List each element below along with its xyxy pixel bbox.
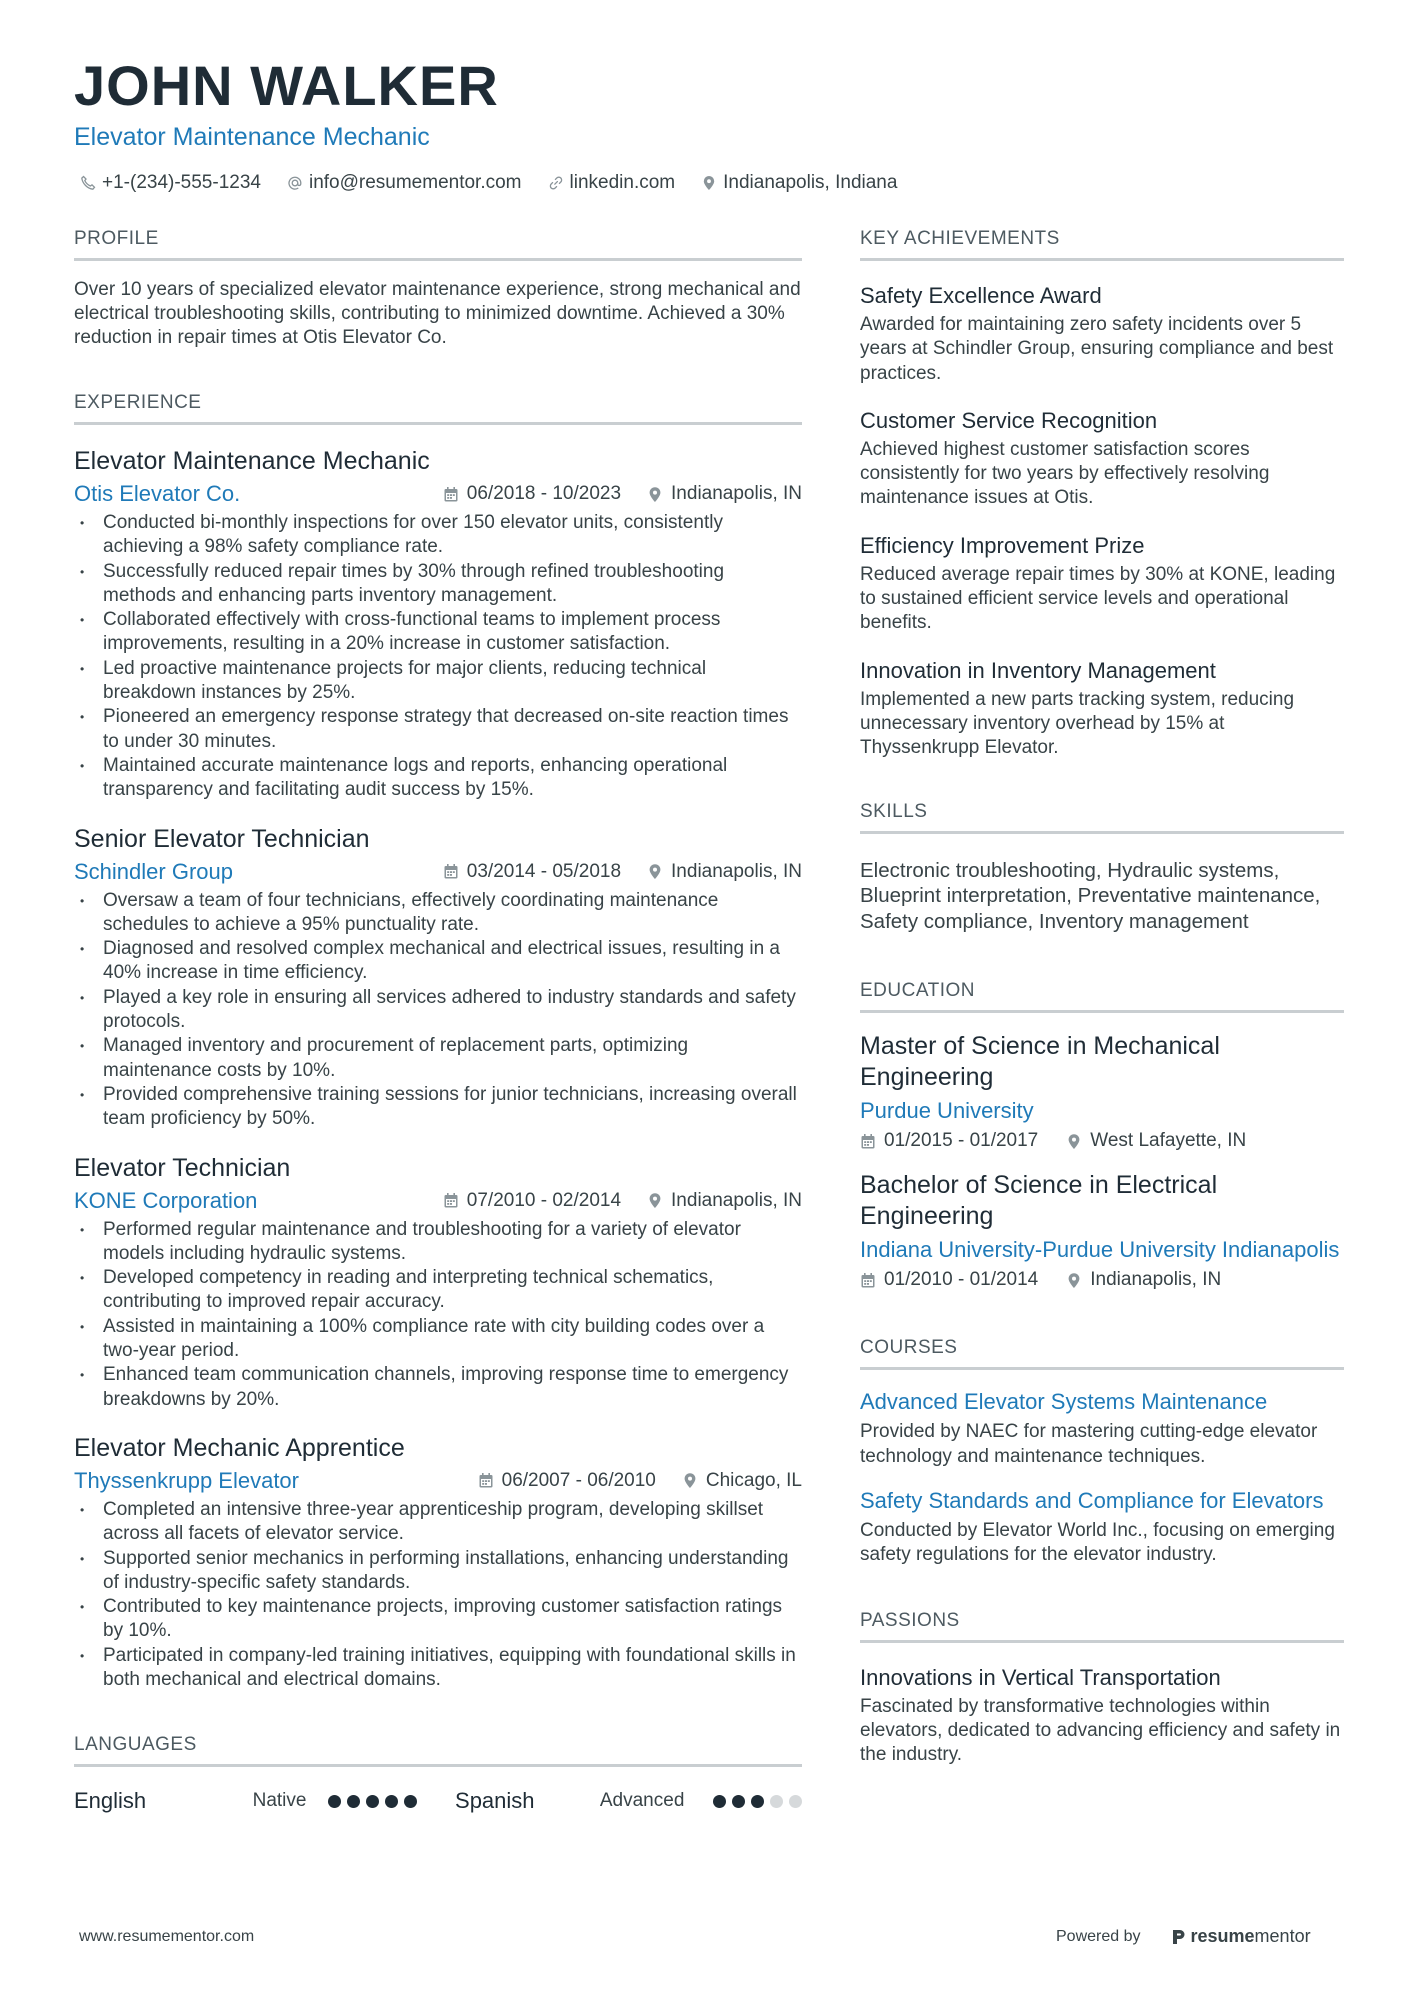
- education-list: [860, 1031, 1344, 1291]
- experience-entry: [74, 1152, 802, 1412]
- course-description: Conducted by Elevator World Inc., focusing on emerging safety regulations for the elevator industry.: [860, 1519, 1335, 1566]
- linkedin-text: linkedin.com: [569, 172, 676, 193]
- rating-dot-filled: [366, 1795, 379, 1808]
- course-entry: [860, 1388, 1344, 1469]
- rating-dot-filled: [732, 1795, 745, 1808]
- experience-bullet: • Assisted in maintaining a 100% compliance rate with city building codes over a two-year period.: [74, 1315, 802, 1364]
- left-column: [74, 226, 802, 1815]
- achievement-entry: [860, 406, 1344, 511]
- job-meta: [74, 857, 802, 887]
- calendar-icon: [860, 1272, 876, 1289]
- achievement-description: Reduced average repair times by 30% at KONE, leading to sustained efficient service levels and operational benefits.: [860, 563, 1336, 634]
- section-title-languages: LANGUAGES: [74, 1732, 802, 1767]
- job-location: [647, 861, 802, 883]
- skills-text: Electronic troubleshooting, Hydraulic systems, Blueprint interpretation, Preventative maintenance, Safety compliance, Inventory management: [860, 858, 1321, 933]
- achievement-title: Customer Service Recognition: [860, 407, 1158, 433]
- education-dates: [860, 1269, 1038, 1291]
- profile-summary: Over 10 years of specialized elevator maintenance experience, strong mechanical and electrical troubleshooting skills, contributing to minimized downtime. Achieved a 30% reduction in repair times at Otis Elevator Co.: [74, 279, 801, 348]
- experience-bullet: • Led proactive maintenance projects for major clients, reducing technical breakdown instances by 25%.: [74, 657, 802, 706]
- job-location-text: Indianapolis, IN: [671, 483, 802, 504]
- passion-title: Innovations in Vertical Transportation: [860, 1664, 1221, 1690]
- education-location-text: Indianapolis, IN: [1090, 1269, 1222, 1291]
- candidate-name: JOHN WALKER: [74, 54, 499, 117]
- course-entry: [860, 1487, 1344, 1568]
- contact-email[interactable]: [287, 170, 522, 196]
- education-dates-text: 01/2015 - 01/2017: [884, 1130, 1039, 1152]
- job-details: [443, 1190, 802, 1212]
- job-meta: [74, 479, 802, 509]
- language-level: Native: [252, 1790, 307, 1812]
- brand-light: mentor: [1254, 1926, 1311, 1946]
- experience-bullet: • Developed competency in reading and interpreting technical schematics, contributing to improved repair accuracy.: [74, 1266, 802, 1315]
- experience-bullet: • Oversaw a team of four technicians, effectively coordinating maintenance schedules to achieve a 95% punctuality rate.: [74, 889, 802, 938]
- calendar-icon: [443, 1192, 459, 1209]
- experience-bullet: • Performed regular maintenance and troubleshooting for a variety of elevator models including hydraulic systems.: [74, 1218, 802, 1267]
- company-name: Thyssenkrupp Elevator: [74, 1467, 299, 1493]
- rating-dot-filled: [385, 1795, 398, 1808]
- courses-list: [860, 1388, 1344, 1567]
- language-name: Spanish: [455, 1788, 535, 1814]
- experience-entry: [74, 1432, 802, 1692]
- calendar-icon: [443, 863, 459, 880]
- candidate-role: Elevator Maintenance Mechanic: [74, 123, 430, 151]
- company-name: KONE Corporation: [74, 1187, 258, 1213]
- brand-mark-icon: [1171, 1928, 1187, 1946]
- education-entry: [860, 1170, 1344, 1291]
- language-rating-spanish: [713, 1795, 802, 1808]
- job-meta: [74, 1186, 802, 1216]
- section-title-skills: SKILLS: [860, 799, 1344, 834]
- experience-bullet: • Collaborated effectively with cross-functional teams to implement process improvements, resulting in a 20% increase in customer satisfaction.: [74, 608, 802, 657]
- email-text: info@resumementor.com: [308, 172, 522, 193]
- contact-location: [701, 170, 897, 196]
- calendar-icon: [443, 486, 459, 503]
- experience-bullets: [74, 889, 802, 1132]
- experience-bullets: [74, 1218, 802, 1412]
- rating-dot-filled: [751, 1795, 764, 1808]
- achievement-title: Innovation in Inventory Management: [860, 657, 1216, 683]
- right-column: [860, 226, 1344, 1767]
- job-meta: [74, 1466, 802, 1496]
- school-name: Indiana University-Purdue University Indianapolis: [860, 1237, 1340, 1263]
- job-dates: [443, 861, 621, 883]
- experience-bullet: • Supported senior mechanics in performing installations, enhancing understanding of industry-specific safety standards.: [74, 1547, 802, 1596]
- powered-by-text: Powered by: [1056, 1927, 1141, 1945]
- experience-bullet: • Pioneered an emergency response strategy that decreased on-site reaction times to under 30 minutes.: [74, 705, 802, 754]
- school-name: Purdue University: [860, 1098, 1034, 1124]
- experience-bullet: • Successfully reduced repair times by 30% through refined troubleshooting methods and enhancing parts inventory management.: [74, 560, 802, 609]
- achievement-entry: [860, 531, 1344, 636]
- education-dates-text: 01/2010 - 01/2014: [884, 1269, 1039, 1291]
- brand-logo[interactable]: [1171, 1926, 1311, 1947]
- footer-website[interactable]: www.resumementor.com: [79, 1928, 255, 1945]
- rating-dot-filled: [713, 1795, 726, 1808]
- education-location: [1066, 1269, 1221, 1291]
- job-dates-text: 03/2014 - 05/2018: [466, 860, 622, 882]
- achievements-list: [860, 281, 1344, 761]
- job-dates-text: 06/2007 - 06/2010: [501, 1469, 656, 1491]
- job-location-text: Indianapolis, IN: [671, 1189, 802, 1211]
- rating-dot-empty: [770, 1795, 783, 1808]
- education-details: [860, 1130, 1344, 1152]
- section-title-profile: PROFILE: [74, 226, 802, 261]
- experience-bullet: • Diagnosed and resolved complex mechanical and electrical issues, resulting in a 40% increase in time efficiency.: [74, 937, 802, 986]
- phone-icon: [80, 175, 96, 191]
- degree-title: Bachelor of Science in Electrical Engineering: [860, 1171, 1218, 1230]
- experience-entry: [74, 445, 802, 803]
- course-title[interactable]: Advanced Elevator Systems Maintenance: [860, 1389, 1268, 1415]
- rating-dot-empty: [789, 1795, 802, 1808]
- at-sign-icon: [287, 175, 303, 191]
- contact-phone[interactable]: [80, 170, 261, 196]
- experience-bullet: • Maintained accurate maintenance logs and reports, enhancing operational transparency and facilitating audit success by 15%.: [74, 754, 802, 803]
- map-pin-icon: [701, 175, 717, 191]
- rating-dot-filled: [328, 1795, 341, 1808]
- passion-entry: [860, 1663, 1344, 1768]
- link-icon: [548, 175, 564, 191]
- map-pin-icon: [682, 1472, 698, 1489]
- map-pin-icon: [647, 486, 663, 503]
- job-location: [682, 1470, 802, 1492]
- job-title: Elevator Maintenance Mechanic: [74, 447, 430, 475]
- course-description: Provided by NAEC for mastering cutting-edge elevator technology and maintenance techniques.: [860, 1421, 1318, 1467]
- job-location-text: Chicago, IL: [705, 1469, 802, 1491]
- job-location: [647, 483, 802, 505]
- achievement-entry: [860, 281, 1344, 386]
- rating-dot-filled: [347, 1795, 360, 1808]
- language-name: English: [74, 1788, 147, 1814]
- experience-bullet: • Participated in company-led training initiatives, equipping with foundational skills in both mechanical and electrical domains.: [74, 1644, 802, 1693]
- brand-bold: resume: [1190, 1926, 1255, 1946]
- company-name: Otis Elevator Co.: [74, 481, 241, 506]
- passion-description: Fascinated by transformative technologies within elevators, dedicated to advancing efficiency and safety in the industry.: [860, 1695, 1341, 1766]
- section-title-experience: EXPERIENCE: [74, 390, 802, 425]
- footer-branding: [1056, 1926, 1311, 1947]
- job-details: [443, 861, 802, 883]
- job-dates: [478, 1470, 656, 1492]
- map-pin-icon: [647, 863, 663, 880]
- job-location-text: Indianapolis, IN: [671, 860, 802, 882]
- passions-list: [860, 1663, 1344, 1768]
- language-rating-english: [328, 1795, 455, 1808]
- experience-bullet: • Played a key role in ensuring all services adhered to industry standards and safety protocols.: [74, 986, 802, 1035]
- achievement-title: Efficiency Improvement Prize: [860, 532, 1145, 558]
- location-text: Indianapolis, Indiana: [723, 172, 898, 193]
- education-dates: [860, 1130, 1038, 1152]
- company-name: Schindler Group: [74, 858, 233, 884]
- job-dates-text: 06/2018 - 10/2023: [466, 483, 622, 504]
- experience-bullets: [74, 1498, 802, 1692]
- contact-linkedin[interactable]: [548, 170, 676, 196]
- education-entry: [860, 1031, 1344, 1152]
- experience-entry: [74, 823, 802, 1132]
- language-level: Advanced: [599, 1790, 685, 1812]
- job-details: [478, 1470, 802, 1492]
- phone-text: +1-(234)-555-1234: [102, 172, 261, 193]
- section-title-passions: PASSIONS: [860, 1608, 1344, 1643]
- job-title: Elevator Mechanic Apprentice: [74, 1433, 405, 1462]
- achievement-description: Achieved highest customer satisfaction scores consistently for two years by effectively resolving maintenance issues at Otis.: [860, 438, 1270, 509]
- achievement-title: Safety Excellence Award: [860, 283, 1102, 308]
- experience-bullets: [74, 511, 802, 803]
- job-title: Senior Elevator Technician: [74, 824, 370, 853]
- job-details: [443, 483, 802, 505]
- degree-title: Master of Science in Mechanical Engineering: [860, 1032, 1220, 1091]
- job-dates-text: 07/2010 - 02/2014: [466, 1189, 622, 1211]
- calendar-icon: [478, 1472, 494, 1489]
- section-title-courses: COURSES: [860, 1335, 1344, 1370]
- job-dates: [443, 1190, 621, 1212]
- job-location: [647, 1190, 802, 1212]
- map-pin-icon: [647, 1192, 663, 1209]
- experience-bullet: • Enhanced team communication channels, improving response time to emergency breakdowns by 20%.: [74, 1363, 802, 1412]
- job-dates: [443, 483, 621, 505]
- section-title-achievements: KEY ACHIEVEMENTS: [860, 226, 1344, 261]
- rating-dot-filled: [404, 1795, 417, 1808]
- experience-bullet: • Provided comprehensive training sessions for junior technicians, increasing overall team proficiency by 50%.: [74, 1083, 802, 1132]
- map-pin-icon: [1066, 1133, 1082, 1150]
- section-title-education: EDUCATION: [860, 978, 1344, 1013]
- contact-bar: [80, 170, 897, 196]
- job-title: Elevator Technician: [74, 1153, 291, 1182]
- experience-list: [74, 445, 802, 1692]
- calendar-icon: [860, 1133, 876, 1150]
- experience-bullet: • Managed inventory and procurement of replacement parts, optimizing maintenance costs by 10%.: [74, 1034, 802, 1083]
- achievement-description: Implemented a new parts tracking system, reducing unnecessary inventory overhead by 15% at Thyssenkrupp Elevator.: [860, 688, 1295, 759]
- achievement-entry: [860, 656, 1344, 761]
- languages-row: [74, 1787, 802, 1815]
- experience-bullet: • Completed an intensive three-year apprenticeship program, developing skillset across all facets of elevator service.: [74, 1498, 802, 1547]
- education-location: [1066, 1130, 1246, 1152]
- education-location-text: West Lafayette, IN: [1090, 1130, 1247, 1152]
- experience-bullet: • Conducted bi-monthly inspections for over 150 elevator units, consistently achieving a 98% safety compliance rate.: [74, 511, 802, 560]
- course-title[interactable]: Safety Standards and Compliance for Elevators: [860, 1487, 1324, 1513]
- map-pin-icon: [1066, 1272, 1082, 1289]
- experience-bullet: • Contributed to key maintenance projects, improving customer satisfaction ratings by 10%.: [74, 1595, 802, 1644]
- education-details: [860, 1269, 1344, 1291]
- achievement-description: Awarded for maintaining zero safety incidents over 5 years at Schindler Group, ensuring compliance and best practices.: [860, 314, 1334, 384]
